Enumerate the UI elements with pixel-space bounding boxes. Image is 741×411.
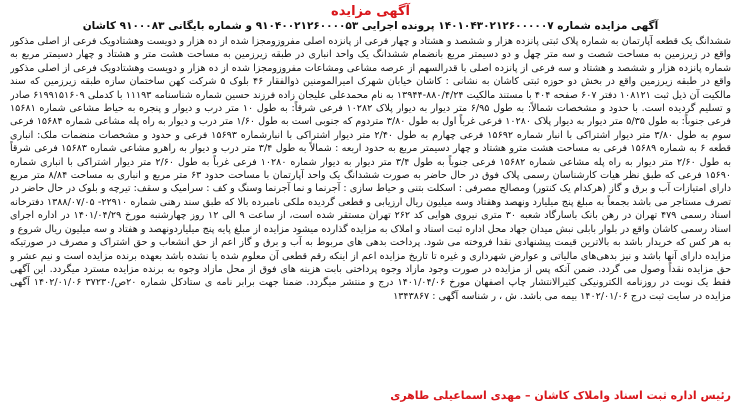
notice-heading: آگهی مزایده (331, 4, 410, 19)
notice-body: ششدانگ یک قطعه آپارتمان به شماره پلاک ثبتی پانزده هزار و ششصد و هشتاد و چهار فرعی از پانزده اصلی مفروزومجزا شده از ده هزار و دویست وهشتادویک فرعی از اصلی مذکور واقع در زیرزمین به مساحت شصت و سه متر چهل و دو دسیمتر مربع بانضمام ششدانگ یک واحد انباری در طبقه زیرزمین به مساحت هشت متر و هشتاد و چهار دسیمتر مربع به شماره پانزده هزار و ششصد و هشتاد و سه فرعی از پانزده اصلی با قدرالسهم از عرصه مشاعی ومشاعات مفروزومجزا شده از ده هزار و دویست وهشتادویک فرعی از اصلی مذکور واقع در طبقه زیرزمین واقع در بخش دو حوزه ثبتی کاشان به نشانی : کاشان خیابان شهرک امیرالمومنین ذوالفقار ۴۶ بلوک ۵ شرکت کهن ساختمان سازه طبقه زیرزمین که سند مالکیت آن ذیل ثبت ۱۰۸۱۲۱ دفتر ۶۰۷ صفحه ۴۰۴ با مستند مالکیت ۸۸۰/۴/۲۴-۱۳۹۴۴ به نام محمدعلی علیجان زاده فرزند حسین شماره شناسنامه ۱۱۱۹۳ با کدملی ۶۱۹۹۱۵۱۶۰۹ صادر و تسلیم گردیده است. با حدود و مشخصات شمالاً: به طول ۶/۹۵ متر دیوار به دیوار پلاک ۱۰۲۸۲ فرعی شرقاً: به طول ۱۰ متر درب و دیوار و پنجره به حیاط مشاعی شماره ۱۵۶۸۱ فرعی جنوباً: به طول ۵/۳۵ متر دیوار به دیوار پلاک ۱۰۲۸۰ فرعی غرباً اول به طول ۳/۸۰ متردوم که جنوبی است به طول ۱/۶۰ متر درب و دیوار به راه پله مشاعی شماره ۱۵۶۸۴ فرعی سوم به طول ۳/۸۰ متر دیوار اشتراکی با انبار شماره ۱۵۶۹۲ فرعی چهارم به طول ۲/۴۰ متر دیوار اشتراکی با انبارشماره ۱۵۶۹۳ فرعی و حدود و مشخصات منضمات ملک: انباری قطعه ۶ به شماره ۱۵۶۸۹ فرعی به مساحت هشت مترو هشتاد و چهار دسیمتر مربع به حدود اربعه : شمالاً به طول ۳/۴ متر درب و دیوار به راهرو مشاعی شماره ۱۵۶۸۳ فرعی شرقاً به طول ۲/۶۰ متر دیوار به راه پله مشاعی شماره ۱۵۶۸۲ فرعی جنوباً به طول ۳/۴ متر دیوار به دیوار شماره ۱۰۲۸۰ فرعی غرباً به طول ۲/۶۰ متر دیوار اشتراکی با انباری شماره ۱۵۶۹۰ فرعی که طبق نظر هیات کارشناسان رسمی پلاک فوق در حال حاضر به صورت ششدانگ یک واحد آپارتمان با مساحت حدود ۶۳ متر مربع و انباری به مساحت ۸/۸۴ متر مربع دارای امتیازات آب و برق و گاز (هرکدام یک کنتور) ومصالح مصرفی : اسکلت بتنی و حیاط سازی : آجرنما و نما آجرنما وسنگ و کف : سرامیک و سقف: تیرچه و بلوک در حال حاضر در تصرف مستاجر می باشد بجمعاً به مبلغ پنج میلیارد ونهصد وهفتاد وسه میلیون ریال ارزیابی و قطعی گردیده ملکی نامبرده بالا که طبق سند رهنی شماره ۲۲۹۱۰- ۱۳۸۸/۰۷/۰۵ دفترخانه اسناد رسمی ۴۷۹ تهران در رهن بانک باسارگاد شعبه ۳۰ متری نیروی هوایی کد ۲۶۲ تهران مستقر شده است، از ساعت ۹ الی ۱۲ روز چهارشنبه مورخ ۱۴۰۱/۰۴/۲۹ در اداره اجرای اسناد رسمی کاشان واقع در بلوار بابلی نبش میدان جهاد محل اداره ثبت اسناد و املاک به مزایده گذارده میشود مزایده از مبلغ پایه پنج میلیاردونهصد و هفتاد و سه میلیون ریال شروع و به هر کس که خریدار باشد به بالاترین قیمت پیشنهادی نقدا فروخته می شود. پرداخت بدهی های مربوط به آب و برق و گاز اعم از حق انشعاب و حق اشتراک و مصرف در صورتیکه مزایده دارای آنها باشد و نیز بدهی‌های مالیاتی و عوارض شهرداری و غیره تا تاریخ مزایده اعم از اینکه رقم قطعی آن معلوم شده یا نشده باشد بعهده برنده مزایده است و نیم عشر و حق مزایده نقداً وصول می گردد. ضمن آنکه پس از مزایده در صورت وجود مازاد وجوه پرداختی بابت هزینه های فوق از محل مازاد وجوه به برنده مزایده مسترد میگردد. این آگهی فقط یک نوبت در روزنامه الکترونیکی کثیرالانتشار چاپ اصفهان مورخ ۱۴۰۱/۰۴/۰۶ درج و منتشر میگردد. ضمنا جهت برابر نامه ی ستادکل شماره ۲۰ص/۳۷۲۳۰ ۱۴۰۲/۰۱/۰۶ آگهی مزایده در سایت ثبت درج ۱۴۰۲/۰۱/۰۶ بیمه می باشد. ش ، ر شناسه آگهی : ۱۳۴۳۸۶۷ (10, 36, 731, 302)
notice-signature: رئیس اداره ثبت اسناد واملاک کاشان – مهدی اسماعیلی طاهری (390, 389, 731, 402)
notice-subheading: آگهی مزایده شماره ۱۴۰۱۰۴۳۰۲۱۲۶۰۰۰۰۰۷ پرونده اجرایی ۹۱۰۴۰۰۲۱۲۶۰۰۰۰۵۳ و شماره بایگانی ۹۱۰۰۰۸۳ کاشان (82, 20, 659, 32)
